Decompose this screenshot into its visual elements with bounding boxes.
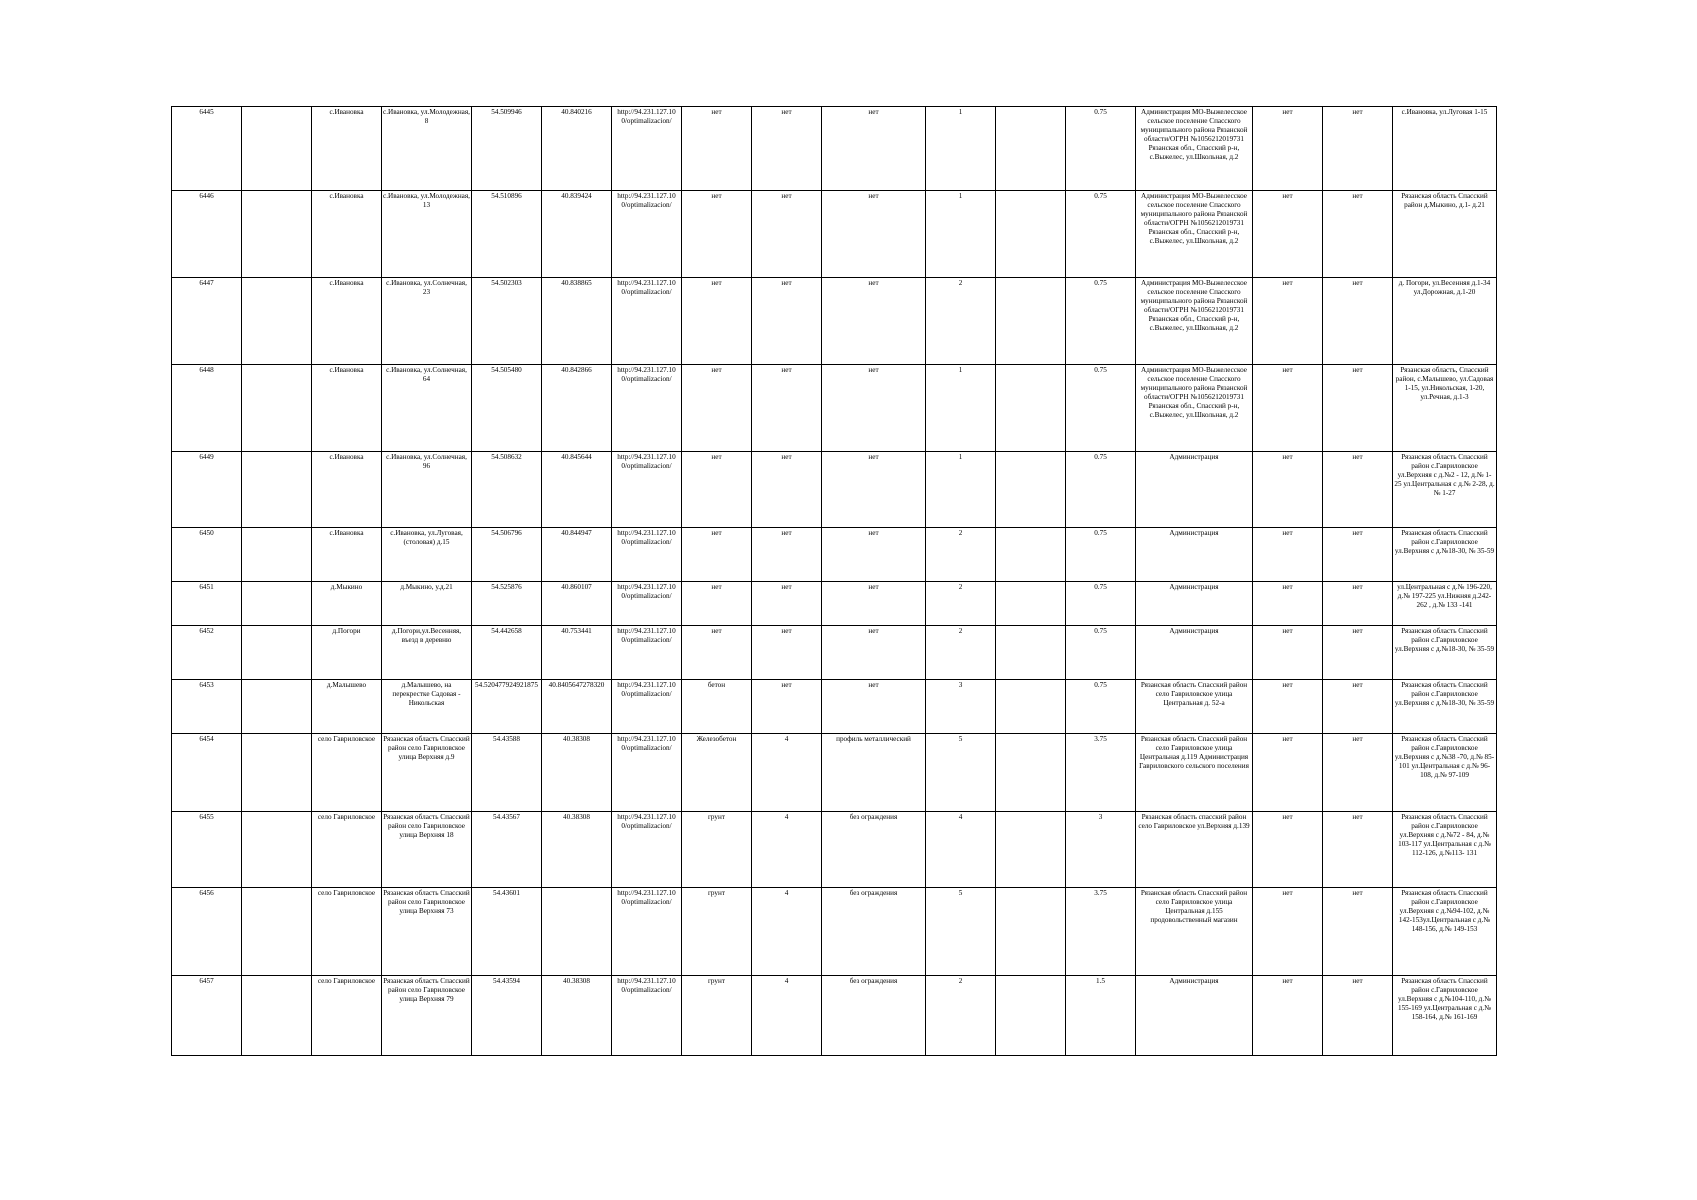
flag-cell: нет [1253,680,1323,734]
volume-cell: 3 [1066,812,1136,888]
longitude-cell: 40.838865 [542,278,612,365]
area-cell: нет [752,107,822,191]
table-row [172,365,1497,452]
empty-cell [996,812,1066,888]
longitude-cell: 40.8405647278320 [542,680,612,734]
source-link[interactable]: http://94.231.127.10 0/optimalizacion/ [612,812,682,888]
area-cell: нет [752,528,822,582]
address-cell: с.Ивановка, ул.Солнечная, 23 [382,278,472,365]
source-link[interactable]: http://94.231.127.10 0/optimalizacion/ [612,452,682,528]
latitude-cell: 54.502303 [472,278,542,365]
source-link[interactable]: http://94.231.127.10 0/optimalizacion/ [612,365,682,452]
volume-cell: 0.75 [1066,452,1136,528]
settlement-cell: село Гавриловское [312,734,382,812]
container-count-cell: 5 [926,734,996,812]
container-count-cell: 1 [926,452,996,528]
source-link[interactable]: http://94.231.127.10 0/optimalizacion/ [612,278,682,365]
waste-sources-cell: Рязанская область Спасский район с.Гавриловское ул.Верхняя с д.№18-30, № 35-59 [1393,528,1497,582]
table-row [172,452,1497,528]
flag-cell: нет [1323,365,1393,452]
table-row [172,582,1497,626]
table-row [172,888,1497,976]
longitude-cell: 40.38308 [542,976,612,1056]
flag-cell: нет [1323,191,1393,278]
source-link[interactable]: http://94.231.127.10 0/optimalizacion/ [612,107,682,191]
waste-sources-cell: Рязанская область Спасский район с.Гавриловское ул.Верхняя с д.№18-30, № 35-59 [1393,680,1497,734]
settlement-cell: с.Ивановка [312,528,382,582]
owner-cell: Администрация МО-Выжелесское сельское поселение Спасского муниципального района Рязанской области/ОГРН №1056212019731 Рязанская обл., Спасский р-н, с.Выжелес, ул.Школьная, д.2 [1136,365,1253,452]
empty-cell [242,278,312,365]
address-cell: с.Ивановка, ул.Солнечная, 64 [382,365,472,452]
volume-cell: 3.75 [1066,888,1136,976]
empty-cell [996,680,1066,734]
surface-cell: грунт [682,976,752,1056]
row-number-cell: 6457 [172,976,242,1056]
longitude-cell: 40.38308 [542,734,612,812]
waste-sources-cell: Рязанская область Спасский район с.Гавриловское ул.Верхняя с д.№94-102, д.№ 142-153ул.Центральная с д.№ 148-156, д.№ 149-153 [1393,888,1497,976]
row-number-cell: 6450 [172,528,242,582]
row-number-cell: 6447 [172,278,242,365]
empty-cell [242,626,312,680]
volume-cell: 3.75 [1066,734,1136,812]
latitude-cell: 54.520477924921875 [472,680,542,734]
surface-cell: нет [682,626,752,680]
waste-sources-cell: Рязанская область Спасский район с.Гавриловское ул.Верхняя с д.№72 - 84, д.№ 103-117 ул.Центральная с д.№ 112-126, д.№113- 131 [1393,812,1497,888]
source-link[interactable]: http://94.231.127.10 0/optimalizacion/ [612,582,682,626]
surface-cell: нет [682,452,752,528]
owner-cell: Рязанская область Спасский район село Гавриловское улица Центральная д.119 Администрация Гавриловского сельского поселения [1136,734,1253,812]
empty-cell [242,976,312,1056]
flag-cell: нет [1323,107,1393,191]
row-number-cell: 6453 [172,680,242,734]
container-count-cell: 1 [926,191,996,278]
empty-cell [996,278,1066,365]
longitude-cell: 40.844947 [542,528,612,582]
flag-cell: нет [1253,107,1323,191]
surface-cell: нет [682,278,752,365]
waste-sources-cell: Рязанская область Спасский район с.Гавриловское ул.Верхняя с д.№104-110, д.№ 155-169 ул.Центральная с д.№ 158-164, д.№ 161-169 [1393,976,1497,1056]
container-count-cell: 2 [926,582,996,626]
volume-cell: 1.5 [1066,976,1136,1056]
area-cell: нет [752,626,822,680]
settlement-cell: с.Ивановка [312,191,382,278]
flag-cell: нет [1323,626,1393,680]
longitude-cell: 40.753441 [542,626,612,680]
waste-sources-cell: с.Ивановка, ул.Луговая 1-15 [1393,107,1497,191]
fence-cell: нет [822,680,926,734]
row-number-cell: 6452 [172,626,242,680]
empty-cell [996,107,1066,191]
row-number-cell: 6451 [172,582,242,626]
surface-cell: бетон [682,680,752,734]
latitude-cell: 54.43588 [472,734,542,812]
container-count-cell: 5 [926,888,996,976]
flag-cell: нет [1253,278,1323,365]
waste-sources-cell: Рязанская область Спасский район с.Гавриловское ул.Верхняя с д.№38 -70, д.№ 85-101 ул.Центральная с д.№ 96-108, д.№ 97-109 [1393,734,1497,812]
longitude-cell: 40.38308 [542,812,612,888]
empty-cell [996,888,1066,976]
container-count-cell: 1 [926,107,996,191]
surface-cell: нет [682,191,752,278]
surface-cell: нет [682,365,752,452]
latitude-cell: 54.43594 [472,976,542,1056]
volume-cell: 0.75 [1066,365,1136,452]
address-cell: с.Ивановка, ул.Молодежная, 8 [382,107,472,191]
area-cell: нет [752,452,822,528]
flag-cell: нет [1253,191,1323,278]
waste-sources-cell: Рязанская область Спасский район с.Гавриловское ул.Верхняя с д.№18-30, № 35-59 [1393,626,1497,680]
empty-cell [996,191,1066,278]
latitude-cell: 54.43567 [472,812,542,888]
volume-cell: 0.75 [1066,582,1136,626]
empty-cell [242,888,312,976]
surface-cell: нет [682,528,752,582]
source-link[interactable]: http://94.231.127.10 0/optimalizacion/ [612,191,682,278]
surface-cell: грунт [682,888,752,976]
latitude-cell: 54.43601 [472,888,542,976]
flag-cell: нет [1253,626,1323,680]
longitude-cell: 40.840216 [542,107,612,191]
settlement-cell: село Гавриловское [312,976,382,1056]
flag-cell: нет [1323,582,1393,626]
settlement-cell: д.Малышево [312,680,382,734]
empty-cell [242,680,312,734]
flag-cell: нет [1323,528,1393,582]
source-link[interactable]: http://94.231.127.10 0/optimalizacion/ [612,888,682,976]
area-cell: нет [752,191,822,278]
address-cell: Рязанская область Спасский район село Гавриловское улица Верхняя 79 [382,976,472,1056]
source-link[interactable]: http://94.231.127.10 0/optimalizacion/ [612,976,682,1056]
volume-cell: 0.75 [1066,107,1136,191]
longitude-cell: 40.839424 [542,191,612,278]
empty-cell [996,582,1066,626]
empty-cell [242,734,312,812]
source-link[interactable]: http://94.231.127.10 0/optimalizacion/ [612,528,682,582]
volume-cell: 0.75 [1066,680,1136,734]
volume-cell: 0.75 [1066,626,1136,680]
area-cell: нет [752,278,822,365]
owner-cell: Администрация МО-Выжелесское сельское поселение Спасского муниципального района Рязанской области/ОГРН №1056212019731 Рязанская обл., Спасский р-н, с.Выжелес, ул.Школьная, д.2 [1136,278,1253,365]
table-row [172,278,1497,365]
row-number-cell: 6454 [172,734,242,812]
row-number-cell: 6445 [172,107,242,191]
empty-cell [242,365,312,452]
fence-cell: нет [822,278,926,365]
flag-cell: нет [1323,278,1393,365]
area-cell: нет [752,365,822,452]
empty-cell [996,976,1066,1056]
flag-cell: нет [1253,812,1323,888]
container-count-cell: 4 [926,812,996,888]
settlement-cell: д.Погори [312,626,382,680]
flag-cell: нет [1253,365,1323,452]
flag-cell: нет [1253,528,1323,582]
surface-cell: нет [682,107,752,191]
address-cell: с.Ивановка, ул.Солнечная, 96 [382,452,472,528]
settlement-cell: с.Ивановка [312,278,382,365]
fence-cell: профиль металлический [822,734,926,812]
row-number-cell: 6446 [172,191,242,278]
flag-cell: нет [1323,680,1393,734]
latitude-cell: 54.442658 [472,626,542,680]
fence-cell: нет [822,365,926,452]
longitude-cell [542,888,612,976]
empty-cell [996,452,1066,528]
waste-sources-cell: Рязанская область Спасский район д.Мыкино, д.1- д.21 [1393,191,1497,278]
surface-cell: нет [682,582,752,626]
waste-sources-cell: Рязанская область, Спасский район, с.Малышево, ул.Садовая 1-15, ул.Никольская, 1-20, ул.Речная, д.1-3 [1393,365,1497,452]
container-count-cell: 1 [926,365,996,452]
fence-cell: нет [822,452,926,528]
settlement-cell: с.Ивановка [312,452,382,528]
container-count-cell: 2 [926,976,996,1056]
empty-cell [242,452,312,528]
settlement-cell: село Гавриловское [312,888,382,976]
container-sites-table [171,106,1497,1056]
waste-sources-cell: д. Погори, ул.Весенняя д.1-34 ул.Дорожная, д.1-20 [1393,278,1497,365]
longitude-cell: 40.860107 [542,582,612,626]
area-cell: нет [752,582,822,626]
table-row [172,734,1497,812]
table-row [172,528,1497,582]
latitude-cell: 54.506796 [472,528,542,582]
volume-cell: 0.75 [1066,191,1136,278]
flag-cell: нет [1253,976,1323,1056]
row-number-cell: 6449 [172,452,242,528]
longitude-cell: 40.845644 [542,452,612,528]
empty-cell [242,812,312,888]
settlement-cell: с.Ивановка [312,365,382,452]
owner-cell: Рязанская область Спасский район село Гавриловское улица Центральная д.155 продовольственный магазин [1136,888,1253,976]
table-row [172,107,1497,191]
owner-cell: Администрация МО-Выжелесское сельское поселение Спасского муниципального района Рязанской области/ОГРН №1056212019731 Рязанская обл., Спасский р-н, с.Выжелес, ул.Школьная, д.2 [1136,191,1253,278]
owner-cell: Администрация [1136,582,1253,626]
settlement-cell: село Гавриловское [312,812,382,888]
container-count-cell: 2 [926,626,996,680]
empty-cell [242,582,312,626]
owner-cell: Рязанская область Спасский район село Гавриловское улица Центральная д. 52-а [1136,680,1253,734]
row-number-cell: 6455 [172,812,242,888]
owner-cell: Администрация [1136,626,1253,680]
area-cell: нет [752,680,822,734]
fence-cell: нет [822,626,926,680]
row-number-cell: 6448 [172,365,242,452]
table-row [172,812,1497,888]
address-cell: д.Мыкино, у.д.21 [382,582,472,626]
settlement-cell: д.Мыкино [312,582,382,626]
flag-cell: нет [1253,452,1323,528]
source-link[interactable]: http://94.231.127.10 0/optimalizacion/ [612,680,682,734]
table-row [172,680,1497,734]
table-row [172,626,1497,680]
flag-cell: нет [1323,734,1393,812]
fence-cell: без ограждения [822,812,926,888]
flag-cell: нет [1323,976,1393,1056]
flag-cell: нет [1253,888,1323,976]
flag-cell: нет [1323,452,1393,528]
address-cell: д.Погори,ул.Весенняя, въезд в деревню [382,626,472,680]
fence-cell: нет [822,582,926,626]
area-cell: 4 [752,812,822,888]
volume-cell: 0.75 [1066,528,1136,582]
fence-cell: без ограждения [822,976,926,1056]
waste-sources-cell: Рязанская область Спасский район с.Гавриловское ул.Верхняя с д.№2 - 12, д.№ 1-25 ул.Центральная с д.№ 2-28, д.№ 1-27 [1393,452,1497,528]
latitude-cell: 54.510896 [472,191,542,278]
area-cell: 4 [752,888,822,976]
flag-cell: нет [1323,888,1393,976]
table-row [172,191,1497,278]
longitude-cell: 40.842866 [542,365,612,452]
fence-cell: нет [822,528,926,582]
empty-cell [996,528,1066,582]
empty-cell [242,191,312,278]
surface-cell: грунт [682,812,752,888]
latitude-cell: 54.505480 [472,365,542,452]
owner-cell: Администрация [1136,452,1253,528]
flag-cell: нет [1323,812,1393,888]
flag-cell: нет [1253,734,1323,812]
empty-cell [996,734,1066,812]
latitude-cell: 54.509946 [472,107,542,191]
area-cell: 4 [752,734,822,812]
container-count-cell: 2 [926,528,996,582]
volume-cell: 0.75 [1066,278,1136,365]
address-cell: с.Ивановка, ул.Луговая, (столовая) д.15 [382,528,472,582]
owner-cell: Администрация [1136,976,1253,1056]
address-cell: с.Ивановка, ул.Молодежная, 13 [382,191,472,278]
area-cell: 4 [752,976,822,1056]
table-row [172,976,1497,1056]
address-cell: д.Малышево, на перекрестке Садовая - Никольская [382,680,472,734]
address-cell: Рязанская область Спасский район село Гавриловское улица Верхняя д.9 [382,734,472,812]
latitude-cell: 54.508632 [472,452,542,528]
empty-cell [242,528,312,582]
owner-cell: Администрация МО-Выжелесское сельское поселение Спасского муниципального района Рязанской области/ОГРН №1056212019731 Рязанская обл., Спасский р-н, с.Выжелес, ул.Школьная, д.2 [1136,107,1253,191]
flag-cell: нет [1253,582,1323,626]
latitude-cell: 54.525876 [472,582,542,626]
source-link[interactable]: http://94.231.127.10 0/optimalizacion/ [612,734,682,812]
fence-cell: нет [822,191,926,278]
address-cell: Рязанская область Спасский район село Гавриловское улица Верхняя 18 [382,812,472,888]
row-number-cell: 6456 [172,888,242,976]
empty-cell [242,107,312,191]
settlement-cell: с.Ивановка [312,107,382,191]
fence-cell: нет [822,107,926,191]
empty-cell [996,626,1066,680]
address-cell: Рязанская область Спасский район село Гавриловское улица Верхняя 73 [382,888,472,976]
surface-cell: Железобетон [682,734,752,812]
source-link[interactable]: http://94.231.127.10 0/optimalizacion/ [612,626,682,680]
fence-cell: без ограждения [822,888,926,976]
container-count-cell: 2 [926,278,996,365]
waste-sources-cell: ул.Центральная с д.№ 196-220, д.№ 197-225 ул.Нижняя д.242-262 , д.№ 133 -141 [1393,582,1497,626]
owner-cell: Рязанская область спасский район село Гавриловское ул.Верхняя д.139 [1136,812,1253,888]
owner-cell: Администрация [1136,528,1253,582]
container-count-cell: 3 [926,680,996,734]
empty-cell [996,365,1066,452]
